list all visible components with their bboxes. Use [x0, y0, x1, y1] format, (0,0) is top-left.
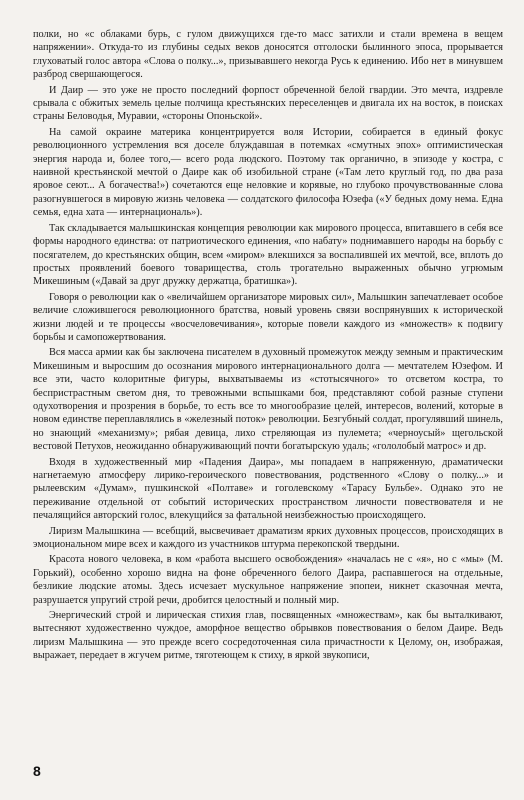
paragraph: Красота нового человека, в ком «работа высшего освобождения» «началась не с «я», но с «мы» (М. Горький), особенно хорошо видна на фоне обреченного белого Даира, распавшегося на отдельные, безликие людские атомы. Здесь исчезает мускульное напряжение эпопеи, никнет сказочная мечта, разрушается упругий строй речи, дробится целостный и полный мир. [33, 554, 503, 606]
paragraph: И Даир — это уже не просто последний форпост обреченной белой гвардии. Это мечта, издревле срывала с обжитых земель целые полчища крестьянских переселенцев и двигала их на восток, в поисках страны Беловодья, Муравии, «стороны Опоньской». [33, 84, 503, 123]
paragraph: Лиризм Малышкина — всебщий, высвечивает драматизм ярких духовных процессов, происходящих в эмоциональном мире всех и каждого из участников штурма перекопской твердыни. [33, 525, 503, 551]
paragraph: Вся масса армии как бы заключена писателем в духовный промежуток между земным и практическим Микешиным и выросшим до осознания мирового интернационального долга — мечтателем Юзефом. И все эти, часто колоритные фигуры, выхватываемы из «стотысячного» то отсветом костра, то беспристрастным светом дня, то тревожными вспышками боя, представляют собой разные ступени одухотворения и прозрения в борьбе, то есть все то многообразие целей, интересов, волений, которые в новом единстве переплавлялись в «железный поток» революции. Безгубный солдат, прогулявший шинель, но знающий «механизму»; рябая девица, лихо стреляющая из пулемета; «черноусый» щегольской вестовой Петухов, неожиданно обнаруживающий почти богатырскую удаль; «гололобый матрос» и др. [33, 347, 503, 453]
paragraph: Входя в художественный мир «Падения Даира», мы попадаем в напряженную, драматически нагнетаемую атмосферу лирико-героического повествования, родственного «Слову о полку...» и рылеевским «Думам», пушкинской «Полтаве» и гоголевскому «Тарасу Бульбе». Однако это не переживание отдельной от событий исторических пространством личности повествователя и не печалящийся авторский голос, влекущийся за фатальной неизбежностью происходящего. [33, 456, 503, 522]
page-body [33, 28, 503, 665]
paragraph: Энергический строй и лирическая стихия глав, посвященных «множествам», как бы выталкивают, вытесняют художественно чуждое, аморфное вещество обрывков повествования о белом Даире. Ведь лиризм Малышкина — это прежде всего сосредоточенная сила причастности к Целому, он, изображая, выражает, передает в жгучем ритме, тяготеющем к стиху, в яркой звукописи, [33, 610, 503, 662]
paragraph: Говоря о революции как о «величайшем организаторе мировых сил», Малышкин запечатлевает особое величие сложившегося революционного братства, новый уровень связи воспрянувших к исторической жизни людей и те процессы «восчеловечивания», которые повели каждого из «множеств» к подвигу борьбы и самопожертвования. [33, 291, 503, 343]
paragraph: полки, но «с облаками бурь, с гулом движущихся где-то масс затихли и стали времена в вещем напряжении». Откуда-то из глубины седых веков доносятся отголоски былинного эпоса, прорывается глуховатый голос автора «Слова о полку...», призывавшего некогда Русь к единению. Ибо нет в минувшем разброд свершающегося. [33, 29, 503, 81]
paragraph: Так складывается малышкинская концепция революции как мирового процесса, впитавшего в себя все формы народного единства: от патриотического единения, «по набату» поднимавшего народы на борьбу с посягателем, до крестьянских общин, всем «миром» влекшихся за воспалившей их мечтой, все, вплоть до простых проявлений боевого товарищества, столь трогательно выраженных обычно угрюмым Микешиным («Давай за друг дружку держатца, братишка»). [33, 222, 503, 288]
paragraph: На самой окраине материка концентрируется воля Истории, собирается в единый фокус революционного устремления вся доселе блуждавшая в потемках «смутных эпох» оптимистическая энергия народа и, более того,— всего рода людского. Поэтому так органично, в эпизоде у костра, с наивной крестьянской мечтой о Даире как об изобильной стране («Там лето круглый год, по два раза яровое сеют... А богачества!») сочетаются еще неловкие и корявые, но глубоко прочувствованные слова разогнувшегося в мировую жизнь человека — солдатского философа Юзефа («У бедных дому нема. Една семья, една хата — интернациональ»). [33, 126, 503, 219]
page-number: 8 [33, 763, 41, 779]
